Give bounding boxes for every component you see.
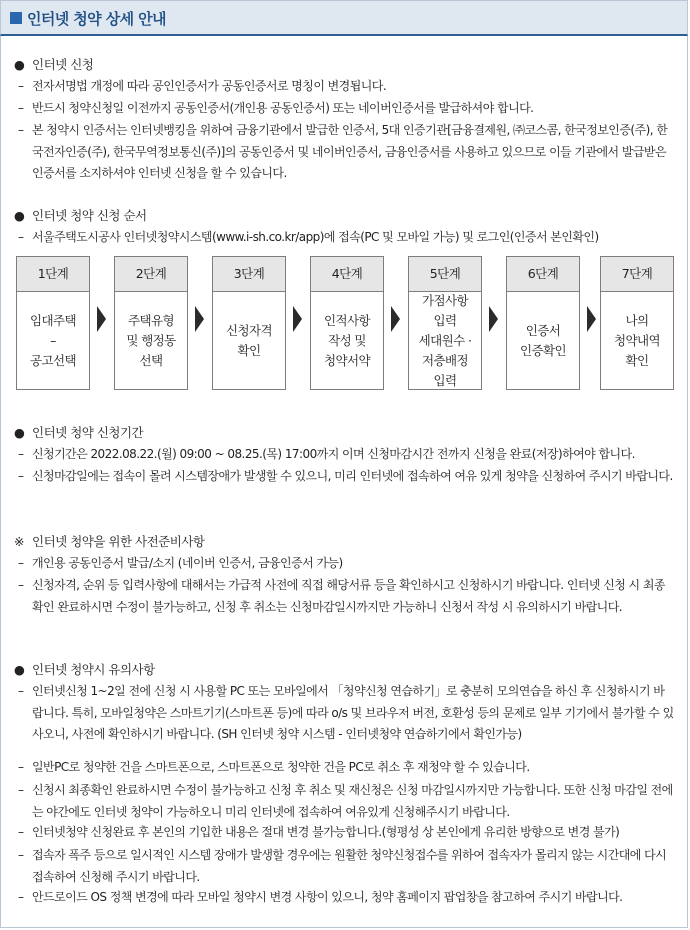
section-title-internet-apply: ● 인터넷 신청 [14, 57, 94, 72]
step-box-3 [212, 256, 286, 390]
dash-icon: – [18, 101, 24, 115]
step-description: 가점사항 입력 세대원수 · 저층배정 입력 [418, 292, 472, 388]
page-title: 인터넷 청약 상세 안내 [27, 10, 166, 28]
list-item: – 인터넷청약 신청완료 후 본인의 기입한 내용은 절대 변경 불가능합니다.(형평성 상 본인에게 유리한 방향으로 변경 불가) [18, 822, 674, 844]
square-bullet-icon [10, 12, 22, 24]
arrow-right-icon [489, 306, 498, 332]
list-item: – 신청자격, 순위 등 입력사항에 대해서는 가급적 사전에 직접 해당서류 등을 확인하시고 신청하시기 바랍니다. 인터넷 신청 시 최종확인 완료하시면 수정이 불가능하고, 신청 후 취소는 신청마감일시까지만 가능하니 신청서 작성 시 유의하시기 바랍니다. [18, 575, 674, 618]
dash-icon: – [18, 684, 24, 698]
list-item: – 본 청약시 인증서는 인터넷뱅킹을 위하여 금융기관에서 발급한 인증서, 5대 인증기관[금융결제원, ㈜코스콤, 한국정보인증(주), 한국전자인증(주), 한국무역정보통신(주)]의 공동인증서 및 네이버인증서, 금융인증서를 사용하고 있으므로 이들 기관에서 발급받은 인증서를 소지하셔야 인터넷 신청을 할 수 있습니다. [18, 120, 674, 185]
step-box-1 [16, 256, 90, 390]
step-box-2 [114, 256, 188, 390]
step-box-4 [310, 256, 384, 390]
dash-icon: – [18, 848, 24, 862]
list-item: – 신청시 최종확인 완료하시면 수정이 불가능하고 신청 후 취소 및 재신청은 신청 마감일시까지만 가능합니다. 또한 신청 마감일 전에는 야간에도 인터넷 청약이 가능하오니 미리 인터넷에 접속하여 여유있게 신청해주시기 바랍니다. [18, 780, 674, 823]
dash-icon: – [18, 230, 24, 244]
list-item: – 개인용 공동인증서 발급/소지 (네이버 인증서, 금융인증서 가능) [18, 553, 674, 575]
step-label: 4단계 [311, 257, 383, 292]
section-header [0, 0, 688, 36]
step-description: 인증서 인증확인 [520, 322, 566, 358]
bullet-icon: ● [14, 662, 25, 677]
dash-icon: – [18, 79, 24, 93]
dash-icon: – [18, 825, 24, 839]
step-label: 2단계 [115, 257, 187, 292]
step-label: 5단계 [409, 257, 481, 292]
list-item: – 일반PC로 청약한 건을 스마트폰으로, 스마트폰으로 청약한 건을 PC로 취소 후 재청약 할 수 있습니다. [18, 757, 674, 779]
arrow-right-icon [293, 306, 302, 332]
bullet-icon: ● [14, 425, 25, 440]
list-item: – 접속자 폭주 등으로 일시적인 시스템 장애가 발생할 경우에는 원활한 청약신청접수를 위하여 접속자가 몰리지 않는 시간대에 다시 접속하여 신청해 주시기 바랍니다. [18, 845, 674, 888]
arrow-right-icon [97, 306, 106, 332]
list-item: – 반드시 청약신청일 이전까지 공동인증서(개인용 공동인증서) 또는 네이버인증서를 발급하셔야 합니다. [18, 98, 674, 120]
arrow-right-icon [195, 306, 204, 332]
step-label: 6단계 [507, 257, 579, 292]
step-label: 1단계 [17, 257, 89, 292]
section-title-apply-order: ● 인터넷 청약 신청 순서 [14, 208, 147, 223]
bullet-icon: ● [14, 208, 25, 223]
list-item: – 신청기간은 2022.08.22.(월) 09:00 ~ 08.25.(목) 17:00까지 이며 신청마감시간 전까지 신청을 완료(저장)하여야 합니다. [18, 444, 674, 466]
step-box-6 [506, 256, 580, 390]
dash-icon: – [18, 469, 24, 483]
list-item: – 전자서명법 개정에 따라 공인인증서가 공동인증서로 명칭이 변경됩니다. [18, 76, 674, 98]
step-description: 주택유형 및 행정동 선택 [126, 312, 176, 368]
step-description: 임대주택 – 공고선택 [30, 312, 76, 368]
step-box-5 [408, 256, 482, 390]
section-title-apply-period: ● 인터넷 청약 신청기간 [14, 425, 144, 440]
dash-icon: – [18, 556, 24, 570]
list-item: – 안드로이드 OS 정책 변경에 따라 모바일 청약시 변경 사항이 있으니, 청약 홈페이지 팝업창을 참고하여 주시기 바랍니다. [18, 887, 674, 909]
step-description: 인적사항 작성 및 청약서약 [324, 312, 370, 368]
dash-icon: – [18, 123, 24, 137]
arrow-right-icon [391, 306, 400, 332]
step-description: 나의 청약내역 확인 [614, 312, 660, 368]
list-item: – 서울주택도시공사 인터넷청약시스템(www.i-sh.co.kr/app)에 접속(PC 및 모바일 가능) 및 로그인(인증서 본인확인) [18, 227, 674, 249]
list-item: – 인터넷신청 1~2일 전에 신청 시 사용할 PC 또는 모바일에서 「청약신청 연습하기」로 충분히 모의연습을 하신 후 신청하시기 바랍니다. 특히, 모바일청약은 스마트기기(스마트폰 등)에 따라 o/s 및 브라우저 버전, 호환성 등의 문제로 일부 기기에서 불가할 수 있사오니, 사전에 확인하시기 바랍니다. (SH 인터넷 청약 시스템 - 인터넷청약 연습하기에서 확인가능) [18, 681, 674, 746]
dash-icon: – [18, 760, 24, 774]
note-icon: ※ [14, 534, 24, 549]
dash-icon: – [18, 783, 24, 797]
section-title-preparation: ※ 인터넷 청약을 위한 사전준비사항 [14, 534, 205, 549]
dash-icon: – [18, 578, 24, 592]
arrow-right-icon [587, 306, 596, 332]
step-label: 7단계 [601, 257, 673, 292]
dash-icon: – [18, 890, 24, 904]
section-title-notes: ● 인터넷 청약시 유의사항 [14, 662, 155, 677]
bullet-icon: ● [14, 57, 25, 72]
dash-icon: – [18, 447, 24, 461]
step-box-7 [600, 256, 674, 390]
step-label: 3단계 [213, 257, 285, 292]
step-description: 신청자격 확인 [226, 322, 272, 358]
list-item: – 신청마감일에는 접속이 몰려 시스템장애가 발생할 수 있으니, 미리 인터넷에 접속하여 여유 있게 청약을 신청하여 주시기 바랍니다. [18, 466, 674, 488]
